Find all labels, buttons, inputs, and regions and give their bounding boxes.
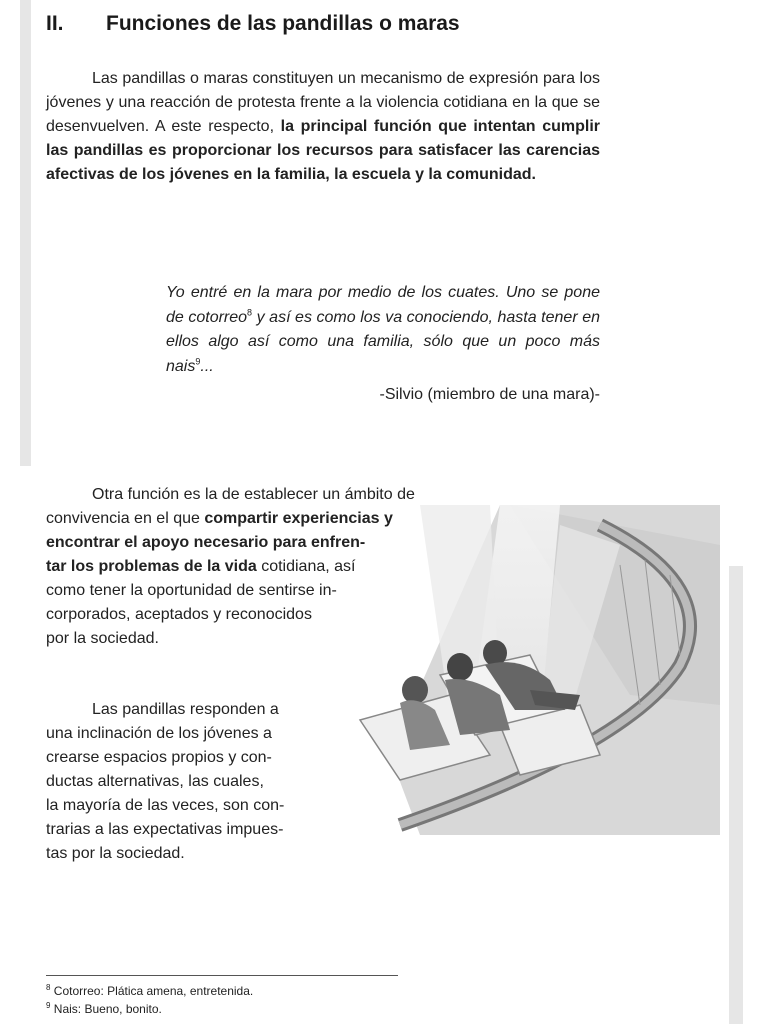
paragraph-1-bold: la principal función que intentan cumplir las pandillas es proporcionar los recursos para satisfacer las carencias afectivas de los jóvenes en la familia, la escuela y la comunidad. <box>46 118 600 183</box>
right-margin-bar <box>729 566 743 1024</box>
paragraph-1 <box>46 67 600 187</box>
paragraph-1-normal: Las pandillas o maras constituyen un mecanismo de expresión para los jóvenes y una reacción de protesta frente a la violencia cotidiana en la que se desenvuelven. A este respecto, <box>46 70 600 135</box>
text-line: encontrar el apoyo necesario para enfren- <box>46 534 366 551</box>
text-line: tar los problemas de la vida cotidiana, así <box>46 558 356 575</box>
footnote-ref-9[interactable]: 9 <box>195 356 201 367</box>
text-line: por la sociedad. <box>46 630 159 647</box>
text-line: la mayoría de las veces, son con- <box>46 797 285 814</box>
quote-attribution: -Silvio (miembro de una mara)- <box>379 386 600 403</box>
footnote-8: $^8$ Cotorreo: Plática amena, entretenida. <box>46 983 254 998</box>
footnote-ref-8[interactable]: 8 <box>247 307 253 318</box>
section-heading <box>46 12 646 46</box>
testimony-quote: Yo entré en la mara por medio de los cuates. Uno se pone de cotorreo$^8$ y así es como los va conociendo, hasta tener en ellos algo así como una familia, sólo que un poco más nais$^9$... <box>166 284 600 375</box>
text-line: Otra función es la de establecer un ámbito de <box>92 486 415 503</box>
text-line: convivencia en el que compartir experiencias y <box>46 510 393 527</box>
text-line: ductas alternativas, las cuales, <box>46 773 264 790</box>
text-line: tas por la sociedad. <box>46 845 185 862</box>
section-number: II. <box>46 12 64 35</box>
gang-illustration <box>300 505 720 850</box>
footnote-rule <box>46 975 398 976</box>
text-line: crearse espacios propios y con- <box>46 749 272 766</box>
text-line: trarias a las expectativas impues- <box>46 821 284 838</box>
section-title: Funciones de las pandillas o maras <box>106 12 460 35</box>
left-margin-bar <box>20 0 31 466</box>
text-line: Las pandillas responden a <box>92 701 279 718</box>
text-line: una inclinación de los jóvenes a <box>46 725 272 742</box>
footnote-9: $^9$ Nais: Bueno, bonito. <box>46 1001 162 1016</box>
text-line: corporados, aceptados y reconocidos <box>46 606 312 623</box>
text-line: como tener la oportunidad de sentirse in- <box>46 582 337 599</box>
